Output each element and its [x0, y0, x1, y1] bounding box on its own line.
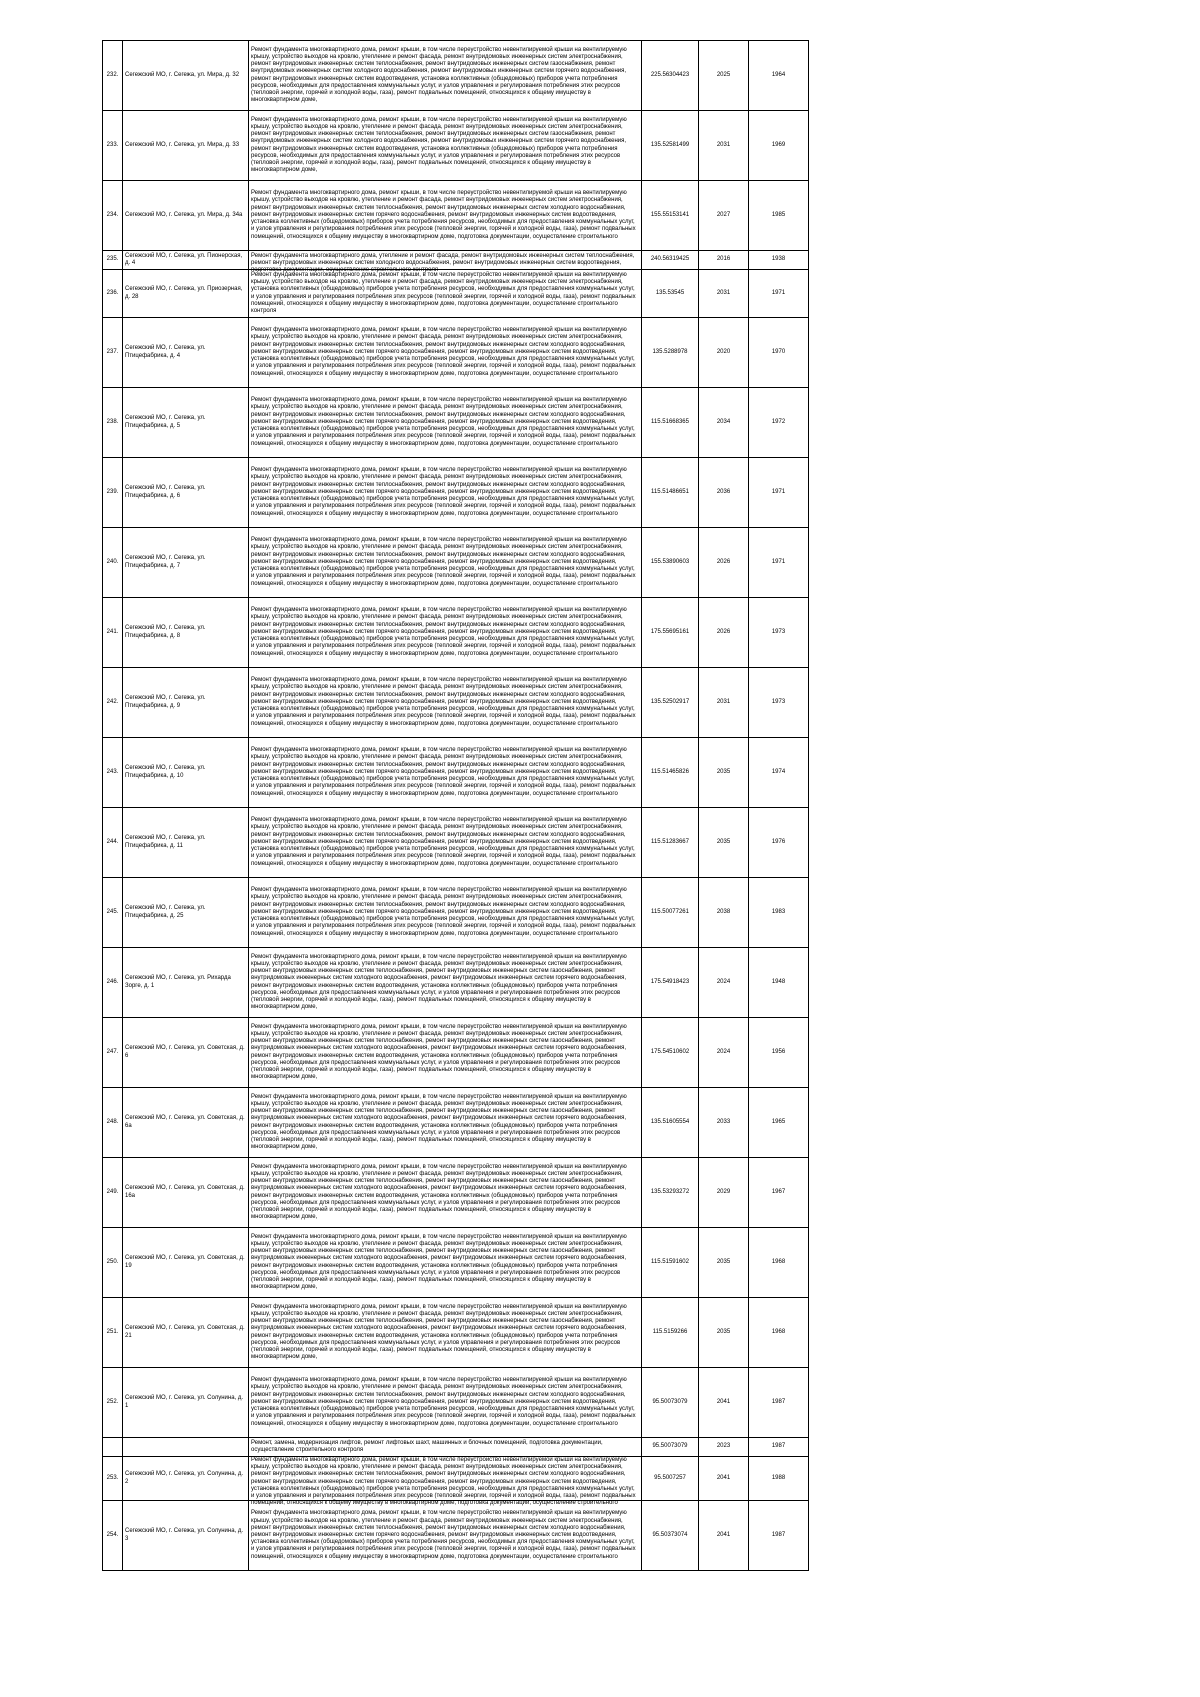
- table-row: [103, 458, 809, 528]
- row-plan-year: 2026: [699, 528, 749, 598]
- row-works-cell: [249, 668, 642, 738]
- row-works: Ремонт фундамента многоквартирного дома, утепление и ремонт фасада, ремонт внутридомовых инженерных систем теплоснабжения, ремонт внутридомовых инженерных систем холодного водоснабжения, ремонт внутридомовых инженерных систем водоотведения, подготовка документации, осуществление строительного контроля: [251, 252, 635, 274]
- row-address: Сегежский МО, г. Сегежа, ул. Советская, д. 16а: [123, 1158, 249, 1228]
- row-number: 238.: [103, 388, 123, 458]
- row-works-cell: [249, 878, 642, 948]
- row-plan-year: 2025: [699, 41, 749, 111]
- row-works: Ремонт фундамента многоквартирного дома, ремонт крыши, в том числе переустройство невентилируемой крыши на вентилируемую крышу, устройство выходов на кровлю, утепление и ремонт фасада, ремонт внутридомовых инженерных систем электроснабжения, ремонт внутридомовых инженерных систем теплоснабжения, ремонт внутридомовых инженерных систем холодного водоснабжения, ремонт внутридомовых инженерных систем горячего водоснабжения, ремонт внутридомовых инженерных систем водоотведения, установка коллективных (общедомовых) приборов учета потребления ресурсов, необходимых для предоставления коммунальных услуг, и узлов управления и регулирования потребления этих ресурсов (тепловой энергии, горячей и холодной воды, газа), ремонт подвальных помещений, относящихся к общему имуществу в многоквартирном доме, подготовка документации, осуществление строительного: [251, 887, 636, 937]
- row-number: 252.: [103, 1368, 123, 1438]
- row-built-year: 1970: [749, 318, 809, 388]
- table-row: [103, 270, 809, 318]
- row-works: Ремонт фундамента многоквартирного дома, ремонт крыши, в том числе переустройство невентилируемой крыши на вентилируемую крышу, устройство выходов на кровлю, утепление и ремонт фасада, ремонт внутридомовых инженерных систем электроснабжения, ремонт внутридомовых инженерных систем теплоснабжения, ремонт внутридомовых инженерных систем газоснабжения, ремонт внутридомовых инженерных систем холодного водоснабжения, ремонт внутридомовых инженерных систем горячего водоснабжения, ремонт внутридомовых инженерных систем водоотведения, установка коллективных (общедомовых) приборов учета потребления ресурсов, необходимых для предоставления коммунальных услуг, и узлов управления и регулирования потребления этих ресурсов (тепловой энергии, горячей и холодной воды, газа), ремонт подвальных помещений, относящихся к общему имуществу в многоквартирном доме,: [251, 116, 627, 174]
- row-address: [123, 1438, 249, 1457]
- row-number: 242.: [103, 668, 123, 738]
- row-number: 251.: [103, 1298, 123, 1368]
- row-works: Ремонт фундамента многоквартирного дома, ремонт крыши, в том числе переустройство невентилируемой крыши на вентилируемую крышу, устройство выходов на кровлю, утепление и ремонт фасада, ремонт внутридомовых инженерных систем электроснабжения, ремонт внутридомовых инженерных систем теплоснабжения, ремонт внутридомовых инженерных систем холодного водоснабжения, ремонт внутридомовых инженерных систем горячего водоснабжения, ремонт внутридомовых инженерных систем водоотведения, установка коллективных (общедомовых) приборов учета потребления ресурсов, необходимых для предоставления коммунальных услуг, и узлов управления и регулирования потребления этих ресурсов (тепловой энергии, горячей и холодной воды, газа), ремонт подвальных помещений, относящихся к общему имуществу в многоквартирном доме, подготовка документации, осуществление строительного: [251, 397, 636, 447]
- row-cost: 225.56304423: [642, 41, 699, 111]
- row-plan-year: 2024: [699, 1018, 749, 1088]
- row-cost: 135.51605554: [642, 1088, 699, 1158]
- row-address: Сегежский МО, г. Сегежа, ул. Птицефабрика, д. 7: [123, 528, 249, 598]
- row-works-cell: [249, 1298, 642, 1368]
- row-cost: 155.55153141: [642, 181, 699, 251]
- row-built-year: 1938: [749, 251, 809, 270]
- row-address: Сегежский МО, г. Сегежа, ул. Птицефабрика, д. 10: [123, 738, 249, 808]
- row-built-year: 1964: [749, 41, 809, 111]
- table-row: [103, 181, 809, 251]
- row-address: Сегежский МО, г. Сегежа, ул. Птицефабрика, д. 8: [123, 598, 249, 668]
- row-cost: 115.5159266: [642, 1298, 699, 1368]
- row-works-cell: [249, 1018, 642, 1088]
- row-cost: 175.54510602: [642, 1018, 699, 1088]
- table-row: [103, 948, 809, 1018]
- row-works: Ремонт фундамента многоквартирного дома, ремонт крыши, в том числе переустройство невентилируемой крыши на вентилируемую крышу, устройство выходов на кровлю, утепление и ремонт фасада, ремонт внутридомовых инженерных систем электроснабжения, ремонт внутридомовых инженерных систем теплоснабжения, ремонт внутридомовых инженерных систем газоснабжения, ремонт внутридомовых инженерных систем холодного водоснабжения, ремонт внутридомовых инженерных систем горячего водоснабжения, ремонт внутридомовых инженерных систем водоотведения, установка коллективных (общедомовых) приборов учета потребления ресурсов, необходимых для предоставления коммунальных услуг, и узлов управления и регулирования потребления этих ресурсов (тепловой энергии, горячей и холодной воды, газа), ремонт подвальных помещений, относящихся к общему имуществу в многоквартирном доме,: [251, 1303, 627, 1361]
- row-works: Ремонт фундамента многоквартирного дома, ремонт крыши, в том числе переустройство невентилируемой крыши на вентилируемую крышу, устройство выходов на кровлю, утепление и ремонт фасада, ремонт внутридомовых инженерных систем электроснабжения, ремонт внутридомовых инженерных систем теплоснабжения, ремонт внутридомовых инженерных систем холодного водоснабжения, ремонт внутридомовых инженерных систем горячего водоснабжения, ремонт внутридомовых инженерных систем водоотведения, установка коллективных (общедомовых) приборов учета потребления ресурсов, необходимых для предоставления коммунальных услуг, и узлов управления и регулирования потребления этих ресурсов (тепловой энергии, горячей и холодной воды, газа), ремонт подвальных помещений, относящихся к общему имуществу в многоквартирном доме, подготовка документации, осуществление строительного: [251, 607, 636, 657]
- row-plan-year: 2023: [699, 1438, 749, 1457]
- row-address: Сегежский МО, г. Сегежа, ул. Птицефабрика, д. 9: [123, 668, 249, 738]
- table-row: [103, 318, 809, 388]
- row-works: Ремонт, замена, модернизация лифтов, ремонт лифтовых шахт, машинных и блочных помещений, подготовка документации, осуществление строительного контроля: [251, 1439, 603, 1453]
- row-cost: 115.51465826: [642, 738, 699, 808]
- row-works-cell: [249, 111, 642, 181]
- row-number: 235.: [103, 251, 123, 270]
- table-row: [103, 1018, 809, 1088]
- row-address: Сегежский МО, г. Сегежа, ул. Рихарда Зорге, д. 1: [123, 948, 249, 1018]
- row-works-cell: [249, 1501, 642, 1571]
- row-built-year: 1987: [749, 1368, 809, 1438]
- row-address: Сегежский МО, г. Сегежа, ул. Солунина, д. 1: [123, 1368, 249, 1438]
- row-address: Сегежский МО, г. Сегежа, ул. Советская, д. 21: [123, 1298, 249, 1368]
- row-address: Сегежский МО, г. Сегежа, ул. Советская, д. 6: [123, 1018, 249, 1088]
- row-plan-year: 2034: [699, 388, 749, 458]
- row-cost: 115.51668365: [642, 388, 699, 458]
- row-plan-year: 2035: [699, 738, 749, 808]
- row-works-cell: [249, 808, 642, 878]
- row-built-year: 1987: [749, 1501, 809, 1571]
- row-number: 236.: [103, 270, 123, 318]
- row-works-cell: [249, 270, 642, 318]
- row-works-cell: [249, 1088, 642, 1158]
- row-plan-year: 2041: [699, 1368, 749, 1438]
- row-address: Сегежский МО, г. Сегежа, ул. Советская, д. 6а: [123, 1088, 249, 1158]
- row-plan-year: 2031: [699, 111, 749, 181]
- row-plan-year: 2036: [699, 458, 749, 528]
- table-row: [103, 1457, 809, 1501]
- row-built-year: 1971: [749, 270, 809, 318]
- row-number: 250.: [103, 1228, 123, 1298]
- table-row: [103, 1438, 809, 1457]
- row-plan-year: 2024: [699, 948, 749, 1018]
- row-built-year: 1973: [749, 598, 809, 668]
- row-works: Ремонт фундамента многоквартирного дома, ремонт крыши, в том числе переустройство невентилируемой крыши на вентилируемую крышу, устройство выходов на кровлю, утепление и ремонт фасада, ремонт внутридомовых инженерных систем электроснабжения, ремонт внутридомовых инженерных систем теплоснабжения, ремонт внутридомовых инженерных систем газоснабжения, ремонт внутридомовых инженерных систем холодного водоснабжения, ремонт внутридомовых инженерных систем горячего водоснабжения, ремонт внутридомовых инженерных систем водоотведения, установка коллективных (общедомовых) приборов учета потребления ресурсов, необходимых для предоставления коммунальных услуг, и узлов управления и регулирования потребления этих ресурсов (тепловой энергии, горячей и холодной воды, газа), ремонт подвальных помещений, относящихся к общему имуществу в многоквартирном доме,: [251, 1233, 627, 1291]
- row-plan-year: 2020: [699, 318, 749, 388]
- row-works: Ремонт фундамента многоквартирного дома, ремонт крыши, в том числе переустройство невентилируемой крыши на вентилируемую крышу, устройство выходов на кровлю, утепление и ремонт фасада, ремонт внутридомовых инженерных систем электроснабжения, ремонт внутридомовых инженерных систем теплоснабжения, ремонт внутридомовых инженерных систем холодного водоснабжения, ремонт внутридомовых инженерных систем горячего водоснабжения, ремонт внутридомовых инженерных систем водоотведения, установка коллективных (общедомовых) приборов учета потребления ресурсов, необходимых для предоставления коммунальных услуг, и узлов управления и регулирования потребления этих ресурсов (тепловой энергии, горячей и холодной воды, газа), ремонт подвальных помещений, относящихся к общему имуществу в многоквартирном доме, подготовка документации, осуществление строительного: [251, 1457, 636, 1507]
- row-address: Сегежский МО, г. Сегежа, ул. Мира, д. 33: [123, 111, 249, 181]
- row-works-cell: [249, 1457, 642, 1507]
- row-plan-year: 2026: [699, 598, 749, 668]
- table-row: [103, 598, 809, 668]
- row-works-cell: [249, 1158, 642, 1228]
- row-number: 234.: [103, 181, 123, 251]
- table-row: [103, 388, 809, 458]
- table-row: [103, 41, 809, 111]
- row-cost: 115.51591602: [642, 1228, 699, 1298]
- row-number: 253.: [103, 1457, 123, 1501]
- row-plan-year: 2035: [699, 1228, 749, 1298]
- row-plan-year: 2031: [699, 270, 749, 318]
- row-plan-year: 2027: [699, 181, 749, 251]
- row-address: Сегежский МО, г. Сегежа, ул. Советская, д. 19: [123, 1228, 249, 1298]
- row-works: Ремонт фундамента многоквартирного дома, ремонт крыши, в том числе переустройство невентилируемой крыши на вентилируемую крышу, устройство выходов на кровлю, утепление и ремонт фасада, ремонт внутридомовых инженерных систем электроснабжения, ремонт внутридомовых инженерных систем теплоснабжения, ремонт внутридомовых инженерных систем холодного водоснабжения, ремонт внутридомовых инженерных систем горячего водоснабжения, ремонт внутридомовых инженерных систем водоотведения, установка коллективных (общедомовых) приборов учета потребления ресурсов, необходимых для предоставления коммунальных услуг, и узлов управления и регулирования потребления этих ресурсов (тепловой энергии, горячей и холодной воды, газа), ремонт подвальных помещений, относящихся к общему имуществу в многоквартирном доме, подготовка документации, осуществление строительного: [251, 677, 636, 727]
- row-works-cell: [249, 528, 642, 598]
- table-row: [103, 111, 809, 181]
- row-number: 233.: [103, 111, 123, 181]
- row-address: Сегежский МО, г. Сегежа, ул. Птицефабрика, д. 11: [123, 808, 249, 878]
- row-built-year: 1988: [749, 1457, 809, 1501]
- row-plan-year: 2041: [699, 1457, 749, 1501]
- row-works: Ремонт фундамента многоквартирного дома, ремонт крыши, в том числе переустройство невентилируемой крыши на вентилируемую крышу, устройство выходов на кровлю, утепление и ремонт фасада, ремонт внутридомовых инженерных систем электроснабжения, установка коллективных (общедомовых) приборов учета потребления ресурсов, необходимых для предоставления коммунальных услуг, и узлов управления и регулирования потребления этих ресурсов (тепловой энергии, горячей и холодной воды, газа), ремонт подвальных помещений, относящихся к общему имуществу в многоквартирном доме, подготовка документации, осуществление строительного контроля: [251, 271, 636, 314]
- row-works: Ремонт фундамента многоквартирного дома, ремонт крыши, в том числе переустройство невентилируемой крыши на вентилируемую крышу, устройство выходов на кровлю, утепление и ремонт фасада, ремонт внутридомовых инженерных систем электроснабжения, ремонт внутридомовых инженерных систем теплоснабжения, ремонт внутридомовых инженерных систем холодного водоснабжения, ремонт внутридомовых инженерных систем горячего водоснабжения, ремонт внутридомовых инженерных систем водоотведения, установка коллективных (общедомовых) приборов учета потребления ресурсов, необходимых для предоставления коммунальных услуг, и узлов управления и регулирования потребления этих ресурсов (тепловой энергии, горячей и холодной воды, газа), ремонт подвальных помещений, относящихся к общему имуществу в многоквартирном доме, подготовка документации, осуществление строительного: [251, 817, 636, 867]
- table-row: [103, 1368, 809, 1438]
- row-works: Ремонт фундамента многоквартирного дома, ремонт крыши, в том числе переустройство невентилируемой крыши на вентилируемую крышу, устройство выходов на кровлю, утепление и ремонт фасада, ремонт внутридомовых инженерных систем электроснабжения, ремонт внутридомовых инженерных систем теплоснабжения, ремонт внутридомовых инженерных систем холодного водоснабжения, ремонт внутридомовых инженерных систем горячего водоснабжения, ремонт внутридомовых инженерных систем водоотведения, установка коллективных (общедомовых) приборов учета потребления ресурсов, необходимых для предоставления коммунальных услуг, и узлов управления и регулирования потребления этих ресурсов (тепловой энергии, горячей и холодной воды, газа), ремонт подвальных помещений, относящихся к общему имуществу в многоквартирном доме, подготовка документации, осуществление строительного: [251, 747, 636, 797]
- row-number: 232.: [103, 41, 123, 111]
- row-works-cell: [249, 41, 642, 111]
- row-cost: 115.51283667: [642, 808, 699, 878]
- row-built-year: 1976: [749, 808, 809, 878]
- row-address: Сегежский МО, г. Сегежа, ул. Мира, д. 34а: [123, 181, 249, 251]
- table-row: [103, 808, 809, 878]
- row-cost: 135.5288978: [642, 318, 699, 388]
- row-works: Ремонт фундамента многоквартирного дома, ремонт крыши, в том числе переустройство невентилируемой крыши на вентилируемую крышу, устройство выходов на кровлю, утепление и ремонт фасада, ремонт внутридомовых инженерных систем электроснабжения, ремонт внутридомовых инженерных систем теплоснабжения, ремонт внутридомовых инженерных систем холодного водоснабжения, ремонт внутридомовых инженерных систем горячего водоснабжения, ремонт внутридомовых инженерных систем водоотведения, установка коллективных (общедомовых) приборов учета потребления ресурсов, необходимых для предоставления коммунальных услуг, и узлов управления и регулирования потребления этих ресурсов (тепловой энергии, горячей и холодной воды, газа), ремонт подвальных помещений, относящихся к общему имуществу в многоквартирном доме, подготовка документации, осуществление строительного: [251, 190, 636, 240]
- row-works: Ремонт фундамента многоквартирного дома, ремонт крыши, в том числе переустройство невентилируемой крыши на вентилируемую крышу, устройство выходов на кровлю, утепление и ремонт фасада, ремонт внутридомовых инженерных систем электроснабжения, ремонт внутридомовых инженерных систем теплоснабжения, ремонт внутридомовых инженерных систем холодного водоснабжения, ремонт внутридомовых инженерных систем горячего водоснабжения, ремонт внутридомовых инженерных систем водоотведения, установка коллективных (общедомовых) приборов учета потребления ресурсов, необходимых для предоставления коммунальных услуг, и узлов управления и регулирования потребления этих ресурсов (тепловой энергии, горячей и холодной воды, газа), ремонт подвальных помещений, относящихся к общему имуществу в многоквартирном доме, подготовка документации, осуществление строительного: [251, 467, 636, 517]
- row-built-year: 1987: [749, 1438, 809, 1457]
- row-cost: 135.53545: [642, 270, 699, 318]
- row-built-year: 1956: [749, 1018, 809, 1088]
- row-plan-year: 2031: [699, 668, 749, 738]
- table-row: [103, 878, 809, 948]
- row-cost: 95.50073079: [642, 1438, 699, 1457]
- row-cost: 175.54918423: [642, 948, 699, 1018]
- table-row: [103, 1088, 809, 1158]
- row-built-year: 1985: [749, 181, 809, 251]
- row-works: Ремонт фундамента многоквартирного дома, ремонт крыши, в том числе переустройство невентилируемой крыши на вентилируемую крышу, устройство выходов на кровлю, утепление и ремонт фасада, ремонт внутридомовых инженерных систем электроснабжения, ремонт внутридомовых инженерных систем теплоснабжения, ремонт внутридомовых инженерных систем газоснабжения, ремонт внутридомовых инженерных систем холодного водоснабжения, ремонт внутридомовых инженерных систем горячего водоснабжения, ремонт внутридомовых инженерных систем водоотведения, установка коллективных (общедомовых) приборов учета потребления ресурсов, необходимых для предоставления коммунальных услуг, и узлов управления и регулирования потребления этих ресурсов (тепловой энергии, горячей и холодной воды, газа), ремонт подвальных помещений, относящихся к общему имуществу в многоквартирном доме,: [251, 1163, 627, 1221]
- row-works-cell: [249, 251, 642, 274]
- row-works-cell: [249, 1368, 642, 1438]
- row-plan-year: 2016: [699, 251, 749, 270]
- table-row: [103, 668, 809, 738]
- row-works-cell: [249, 181, 642, 251]
- table-row: [103, 1298, 809, 1368]
- row-number: 241.: [103, 598, 123, 668]
- row-cost: 95.50373074: [642, 1501, 699, 1571]
- row-built-year: 1971: [749, 458, 809, 528]
- row-address: Сегежский МО, г. Сегежа, ул. Солунина, д. 3: [123, 1501, 249, 1571]
- row-number: 254.: [103, 1501, 123, 1571]
- row-built-year: 1973: [749, 668, 809, 738]
- row-address: Сегежский МО, г. Сегежа, ул. Приозерная, д. 28: [123, 270, 249, 318]
- row-number: 237.: [103, 318, 123, 388]
- row-works: Ремонт фундамента многоквартирного дома, ремонт крыши, в том числе переустройство невентилируемой крыши на вентилируемую крышу, устройство выходов на кровлю, утепление и ремонт фасада, ремонт внутридомовых инженерных систем электроснабжения, ремонт внутридомовых инженерных систем теплоснабжения, ремонт внутридомовых инженерных систем холодного водоснабжения, ремонт внутридомовых инженерных систем горячего водоснабжения, ремонт внутридомовых инженерных систем водоотведения, установка коллективных (общедомовых) приборов учета потребления ресурсов, необходимых для предоставления коммунальных услуг, и узлов управления и регулирования потребления этих ресурсов (тепловой энергии, горячей и холодной воды, газа), ремонт подвальных помещений, относящихся к общему имуществу в многоквартирном доме, подготовка документации, осуществление строительного: [251, 327, 636, 377]
- row-cost: 155.53890603: [642, 528, 699, 598]
- row-works-cell: [249, 458, 642, 528]
- row-number: 239.: [103, 458, 123, 528]
- row-built-year: 1965: [749, 1088, 809, 1158]
- row-address: Сегежский МО, г. Сегежа, ул. Солунина, д. 2: [123, 1457, 249, 1501]
- row-plan-year: 2035: [699, 1298, 749, 1368]
- row-works-cell: [249, 598, 642, 668]
- row-address: Сегежский МО, г. Сегежа, ул. Мира, д. 32: [123, 41, 249, 111]
- row-works: Ремонт фундамента многоквартирного дома, ремонт крыши, в том числе переустройство невентилируемой крыши на вентилируемую крышу, устройство выходов на кровлю, утепление и ремонт фасада, ремонт внутридомовых инженерных систем электроснабжения, ремонт внутридомовых инженерных систем теплоснабжения, ремонт внутридомовых инженерных систем газоснабжения, ремонт внутридомовых инженерных систем холодного водоснабжения, ремонт внутридомовых инженерных систем горячего водоснабжения, ремонт внутридомовых инженерных систем водоотведения, установка коллективных (общедомовых) приборов учета потребления ресурсов, необходимых для предоставления коммунальных услуг, и узлов управления и регулирования потребления этих ресурсов (тепловой энергии, горячей и холодной воды, газа), ремонт подвальных помещений, относящихся к общему имуществу в многоквартирном доме,: [251, 46, 627, 104]
- row-number: 244.: [103, 808, 123, 878]
- row-cost: 135.52502917: [642, 668, 699, 738]
- row-cost: 95.50073079: [642, 1368, 699, 1438]
- row-cost: 135.53293272: [642, 1158, 699, 1228]
- row-built-year: 1968: [749, 1228, 809, 1298]
- row-cost: 175.55695161: [642, 598, 699, 668]
- row-cost: 115.51486651: [642, 458, 699, 528]
- row-works-cell: [249, 738, 642, 808]
- row-works-cell: [249, 948, 642, 1018]
- row-works-cell: [249, 318, 642, 388]
- row-works: Ремонт фундамента многоквартирного дома, ремонт крыши, в том числе переустройство невентилируемой крыши на вентилируемую крышу, устройство выходов на кровлю, утепление и ремонт фасада, ремонт внутридомовых инженерных систем электроснабжения, ремонт внутридомовых инженерных систем теплоснабжения, ремонт внутридомовых инженерных систем холодного водоснабжения, ремонт внутридомовых инженерных систем горячего водоснабжения, ремонт внутридомовых инженерных систем водоотведения, установка коллективных (общедомовых) приборов учета потребления ресурсов, необходимых для предоставления коммунальных услуг, и узлов управления и регулирования потребления этих ресурсов (тепловой энергии, горячей и холодной воды, газа), ремонт подвальных помещений, относящихся к общему имуществу в многоквартирном доме, подготовка документации, осуществление строительного: [251, 1510, 636, 1560]
- row-built-year: 1971: [749, 528, 809, 598]
- row-works-cell: [249, 1228, 642, 1298]
- row-number: 240.: [103, 528, 123, 598]
- row-plan-year: 2033: [699, 1088, 749, 1158]
- table-row: [103, 251, 809, 270]
- row-cost: 240.56319425: [642, 251, 699, 270]
- table-row: [103, 738, 809, 808]
- row-cost: 135.52581499: [642, 111, 699, 181]
- row-built-year: 1948: [749, 948, 809, 1018]
- row-plan-year: 2035: [699, 808, 749, 878]
- table-row: [103, 1228, 809, 1298]
- row-built-year: 1974: [749, 738, 809, 808]
- row-works: Ремонт фундамента многоквартирного дома, ремонт крыши, в том числе переустройство невентилируемой крыши на вентилируемую крышу, устройство выходов на кровлю, утепление и ремонт фасада, ремонт внутридомовых инженерных систем электроснабжения, ремонт внутридомовых инженерных систем теплоснабжения, ремонт внутридомовых инженерных систем газоснабжения, ремонт внутридомовых инженерных систем холодного водоснабжения, ремонт внутридомовых инженерных систем горячего водоснабжения, ремонт внутридомовых инженерных систем водоотведения, установка коллективных (общедомовых) приборов учета потребления ресурсов, необходимых для предоставления коммунальных услуг, и узлов управления и регулирования потребления этих ресурсов (тепловой энергии, горячей и холодной воды, газа), ремонт подвальных помещений, относящихся к общему имуществу в многоквартирном доме,: [251, 1023, 627, 1081]
- row-number: 246.: [103, 948, 123, 1018]
- row-built-year: 1969: [749, 111, 809, 181]
- row-address: Сегежский МО, г. Сегежа, ул. Пионерская, д. 4: [123, 251, 249, 270]
- row-cost: 115.50077261: [642, 878, 699, 948]
- row-works: Ремонт фундамента многоквартирного дома, ремонт крыши, в том числе переустройство невентилируемой крыши на вентилируемую крышу, устройство выходов на кровлю, утепление и ремонт фасада, ремонт внутридомовых инженерных систем электроснабжения, ремонт внутридомовых инженерных систем теплоснабжения, ремонт внутридомовых инженерных систем газоснабжения, ремонт внутридомовых инженерных систем холодного водоснабжения, ремонт внутридомовых инженерных систем горячего водоснабжения, ремонт внутридомовых инженерных систем водоотведения, установка коллективных (общедомовых) приборов учета потребления ресурсов, необходимых для предоставления коммунальных услуг, и узлов управления и регулирования потребления этих ресурсов (тепловой энергии, горячей и холодной воды, газа), ремонт подвальных помещений, относящихся к общему имуществу в многоквартирном доме,: [251, 953, 627, 1011]
- row-plan-year: 2041: [699, 1501, 749, 1571]
- row-cost: 95.5007257: [642, 1457, 699, 1501]
- row-address: Сегежский МО, г. Сегежа, ул. Птицефабрика, д. 6: [123, 458, 249, 528]
- row-works: Ремонт фундамента многоквартирного дома, ремонт крыши, в том числе переустройство невентилируемой крыши на вентилируемую крышу, устройство выходов на кровлю, утепление и ремонт фасада, ремонт внутридомовых инженерных систем электроснабжения, ремонт внутридомовых инженерных систем теплоснабжения, ремонт внутридомовых инженерных систем холодного водоснабжения, ремонт внутридомовых инженерных систем горячего водоснабжения, ремонт внутридомовых инженерных систем водоотведения, установка коллективных (общедомовых) приборов учета потребления ресурсов, необходимых для предоставления коммунальных услуг, и узлов управления и регулирования потребления этих ресурсов (тепловой энергии, горячей и холодной воды, газа), ремонт подвальных помещений, относящихся к общему имуществу в многоквартирном доме, подготовка документации, осуществление строительного: [251, 537, 636, 587]
- row-number: 247.: [103, 1018, 123, 1088]
- row-number: 245.: [103, 878, 123, 948]
- row-works-cell: [249, 388, 642, 458]
- row-works: Ремонт фундамента многоквартирного дома, ремонт крыши, в том числе переустройство невентилируемой крыши на вентилируемую крышу, устройство выходов на кровлю, утепление и ремонт фасада, ремонт внутридомовых инженерных систем электроснабжения, ремонт внутридомовых инженерных систем теплоснабжения, ремонт внутридомовых инженерных систем газоснабжения, ремонт внутридомовых инженерных систем холодного водоснабжения, ремонт внутридомовых инженерных систем горячего водоснабжения, ремонт внутридомовых инженерных систем водоотведения, установка коллективных (общедомовых) приборов учета потребления ресурсов, необходимых для предоставления коммунальных услуг, и узлов управления и регулирования потребления этих ресурсов (тепловой энергии, горячей и холодной воды, газа), ремонт подвальных помещений, относящихся к общему имуществу в многоквартирном доме,: [251, 1093, 627, 1151]
- row-number: [103, 1438, 123, 1457]
- row-works: Ремонт фундамента многоквартирного дома, ремонт крыши, в том числе переустройство невентилируемой крыши на вентилируемую крышу, устройство выходов на кровлю, утепление и ремонт фасада, ремонт внутридомовых инженерных систем электроснабжения, ремонт внутридомовых инженерных систем теплоснабжения, ремонт внутридомовых инженерных систем холодного водоснабжения, ремонт внутридомовых инженерных систем горячего водоснабжения, ремонт внутридомовых инженерных систем водоотведения, установка коллективных (общедомовых) приборов учета потребления ресурсов, необходимых для предоставления коммунальных услуг, и узлов управления и регулирования потребления этих ресурсов (тепловой энергии, горячей и холодной воды, газа), ремонт подвальных помещений, относящихся к общему имуществу в многоквартирном доме, подготовка документации, осуществление строительного: [251, 1377, 636, 1427]
- table-row: [103, 1158, 809, 1228]
- row-address: Сегежский МО, г. Сегежа, ул. Птицефабрика, д. 4: [123, 318, 249, 388]
- table-body: [103, 41, 809, 1571]
- row-built-year: 1968: [749, 1298, 809, 1368]
- row-number: 243.: [103, 738, 123, 808]
- row-plan-year: 2029: [699, 1158, 749, 1228]
- row-number: 248.: [103, 1088, 123, 1158]
- row-address: Сегежский МО, г. Сегежа, ул. Птицефабрика, д. 25: [123, 878, 249, 948]
- row-plan-year: 2038: [699, 878, 749, 948]
- table-row: [103, 1501, 809, 1571]
- capital-repair-table: [102, 40, 809, 1571]
- row-address: Сегежский МО, г. Сегежа, ул. Птицефабрика, д. 5: [123, 388, 249, 458]
- table-row: [103, 528, 809, 598]
- row-built-year: 1983: [749, 878, 809, 948]
- row-works-cell: [249, 1438, 642, 1457]
- row-built-year: 1972: [749, 388, 809, 458]
- row-built-year: 1967: [749, 1158, 809, 1228]
- row-number: 249.: [103, 1158, 123, 1228]
